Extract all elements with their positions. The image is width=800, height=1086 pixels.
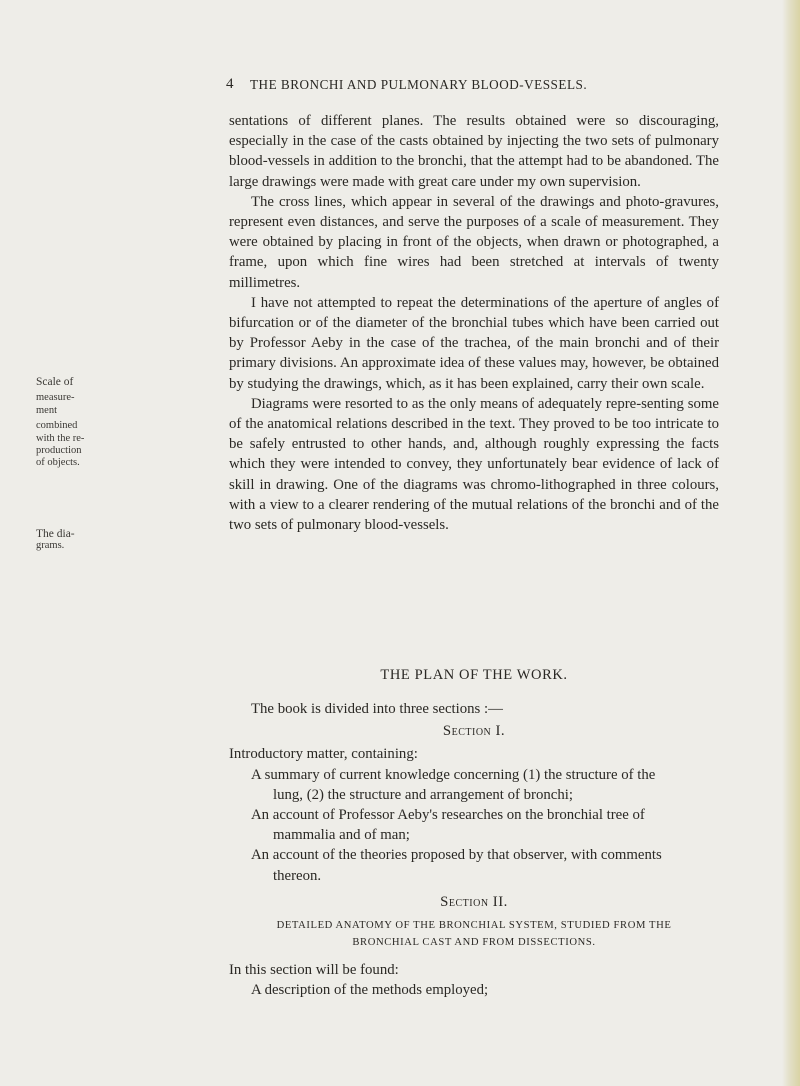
paragraph: sentations of different planes. The results obtained were so discouraging, especially in the case of the casts obtained by injecting the two sets of pulmonary blood-vessels in addition to the bronchi, that the attempt had to be abandoned. The large drawings were made with great care under my own supervision.: [229, 113, 719, 190]
plan-intro: The book is divided into three sections :—: [251, 701, 503, 717]
list-item-line: thereon.: [273, 867, 322, 884]
list-item-line: An account of Professor Aeby's researches on the bronchial tree of: [251, 807, 645, 824]
running-title: THE BRONCHI AND PULMONARY BLOOD-VESSELS.: [250, 77, 588, 92]
section-2-lead: In this section will be found:: [229, 962, 399, 979]
section-1-title: Section I.: [442, 723, 506, 740]
margin-line: of objects.: [36, 457, 80, 469]
list-item-line: An account of the theories proposed by that observer, with comments: [251, 847, 662, 864]
body-text: [229, 111, 719, 535]
section-2-title: Section II.: [440, 893, 508, 910]
page-number: 4: [226, 76, 234, 92]
list-item: A description of the methods employed;: [251, 982, 489, 999]
list-item-continued: [229, 866, 719, 886]
running-header: [0, 74, 800, 96]
plan-of-work: [229, 699, 719, 1000]
section-2-subtitle: DETAILED ANATOMY OF THE BRONCHIAL SYSTEM, STUDIED FROM THE: [276, 920, 672, 932]
section-2-subtitle: BRONCHIAL CAST AND FROM DISSECTIONS.: [352, 937, 596, 949]
margin-line: production: [36, 445, 82, 457]
margin-line: The dia-: [36, 528, 75, 540]
margin-line: with the re-: [36, 432, 85, 444]
list-item-line: mammalia and of man;: [273, 827, 410, 844]
plan-heading: THE PLAN OF THE WORK.: [380, 667, 568, 683]
page-edge: [782, 0, 800, 1086]
margin-line: measure-: [36, 392, 75, 404]
paragraph: The cross lines, which appear in several of the drawings and photo-gravures, represent even distances, and serve the purposes of a scale of measurement. They were obtained by placing in front of the objects, when drawn or photographed, a frame, upon which fine wires had been stretched at intervals of twenty millimetres.: [229, 193, 719, 291]
section-1-lead: Introductory matter, containing:: [229, 746, 418, 763]
paragraph: I have not attempted to repeat the determinations of the aperture of angles of bifurcation or of the diameter of the bronchial tubes which have been carried out by Professor Aeby in the case of the trachea, of the main bronchi and of their primary divisions. An approximate idea of these values may, however, be obtained by studying the drawings, which, as it has been explained, carry their own scale.: [229, 294, 719, 392]
margin-line: Scale of: [36, 376, 74, 388]
list-item: [229, 805, 719, 825]
margin-line: combined: [36, 420, 78, 432]
margin-line: ment: [36, 404, 57, 416]
margin-note-diagrams: [36, 528, 96, 553]
margin-line: grams.: [36, 540, 65, 552]
list-item: [229, 765, 719, 785]
list-item-line: lung, (2) the structure and arrangement of bronchi;: [273, 786, 573, 803]
list-item-continued: [229, 825, 719, 845]
paragraph: Diagrams were resorted to as the only means of adequately repre-senting some of the anatomical relations described in the text. They proved to be too intricate to be safely entrusted to other hands, and, although roughly expressing the facts which they were intended to convey, they unfortunately bear evidence of lack of skill in drawing. One of the diagrams was chromo-lithographed in three colours, with a view to a clearer rendering of the mutual relations of the bronchi and of the two sets of pulmonary blood-vessels.: [229, 395, 719, 534]
list-item-line: A summary of current knowledge concerning (1) the structure of the: [251, 766, 656, 783]
list-item-continued: [229, 785, 719, 805]
list-item: [229, 845, 719, 865]
margin-note-scale: [36, 376, 96, 470]
